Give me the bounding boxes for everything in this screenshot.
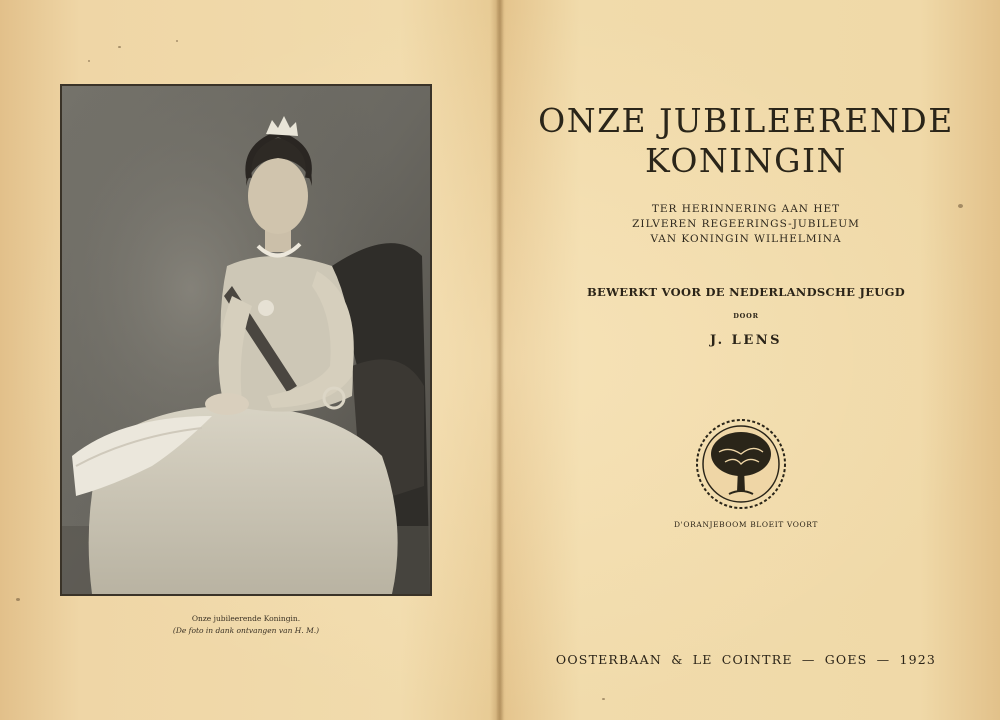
subtitle-line-3: VAN KONINGIN WILHELMINA [650, 233, 842, 245]
paper-speck [88, 60, 90, 62]
book-title-line-1: ONZE JUBILEERENDE [538, 101, 954, 140]
subtitle-line-1: TER HERINNERING AAN HET [651, 203, 841, 215]
photo-credit: (De foto in dank ontvangen van H. M.) [172, 626, 320, 635]
portrait-photo [60, 84, 432, 596]
author-name: J. LENS [709, 333, 782, 348]
by-label: DOOR [733, 312, 759, 320]
paper-speck [176, 40, 178, 42]
subtitle-line-2: ZILVEREN REGEERINGS-JUBILEUM [632, 218, 860, 230]
publisher-imprint: OOSTERBAAN & LE COINTRE — GOES — 1923 [555, 652, 937, 667]
photo-caption: Onze jubileerende Koningin. [191, 614, 301, 623]
paper-speck [16, 598, 20, 601]
book-title-line-2: KONINGIN [645, 141, 847, 180]
orange-tree-emblem-icon [695, 418, 787, 510]
edited-for-line: BEWERKT VOOR DE NEDERLANDSCHE JEUGD [586, 285, 906, 299]
portrait-illustration [62, 86, 430, 594]
emblem-motto: D'ORANJEBOOM BLOEIT VOORT [674, 520, 818, 529]
paper-speck [602, 698, 605, 700]
paper-speck [118, 46, 121, 48]
